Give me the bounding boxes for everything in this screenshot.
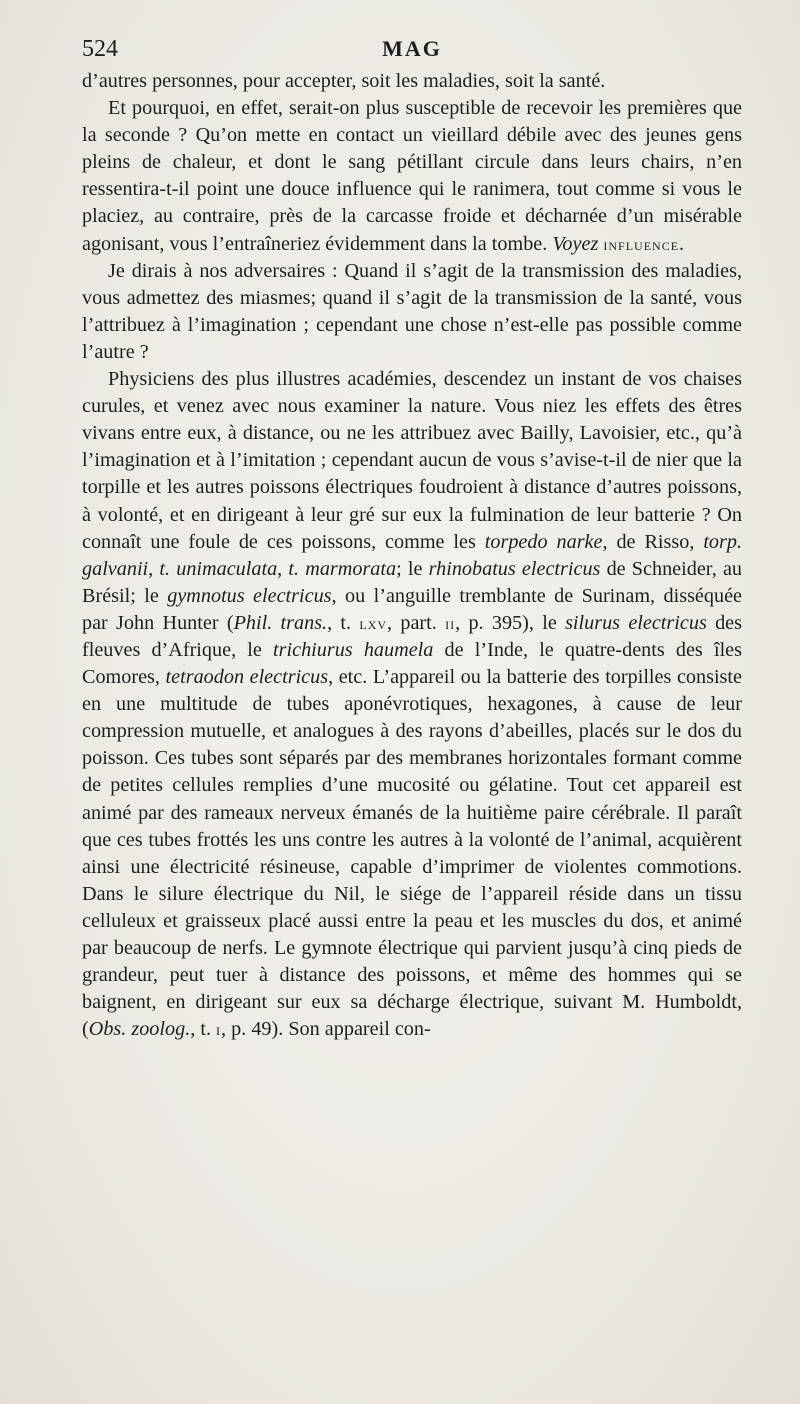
small-caps-text: ii bbox=[445, 613, 456, 633]
text-run: de Schneider, au Brésil; le bbox=[82, 557, 742, 607]
running-head: MAG bbox=[382, 36, 442, 61]
text-run: , bbox=[277, 557, 289, 580]
text-run: , ou l’anguille tremblante de Surinam, disséquée par John Hunter ( bbox=[82, 584, 742, 634]
paragraph bbox=[82, 95, 742, 258]
text-run: , t. bbox=[190, 1018, 217, 1041]
paragraph bbox=[82, 366, 742, 1043]
italic-text: tetraodon electricus bbox=[165, 666, 329, 689]
text-run: . bbox=[679, 232, 685, 255]
italic-text: rhinobatus electricus bbox=[428, 557, 601, 580]
text-run: , p. 395), le bbox=[455, 611, 566, 634]
text-run: Et pourquoi, en effet, serait-on plus susceptible de recevoir les premières que la seconde ? Qu’on mette en contact un vieillard débile avec des jeunes gens pleins de chaleur, et dont le sang pétillant circule dans leurs chairs, n’en ressentira-t-il point une douce influence qui le ranimera, tout comme si vous le placiez, au contraire, près de la carcasse froide et décharnée d’un misérable agonisant, vous l’entraîneriez évidemment dans la tombe. bbox=[82, 97, 742, 255]
page-header bbox=[82, 34, 742, 64]
italic-text: silurus electricus bbox=[565, 611, 707, 634]
paragraph bbox=[82, 68, 742, 95]
small-caps-text: influence bbox=[603, 234, 680, 254]
text-run: , de Risso, bbox=[602, 530, 704, 553]
text-run: , bbox=[148, 557, 160, 580]
text-run: des fleuves d’Afrique, le bbox=[82, 611, 742, 661]
page-number: 524 bbox=[82, 36, 118, 62]
body-text bbox=[82, 68, 742, 1043]
italic-text: trichiurus haumela bbox=[273, 638, 434, 661]
text-run: , etc. L’appareil ou la batterie des torpilles consiste en une multitude de tubes aponévrotiques, hexagones, à cause de leur compression mutuelle, et analogues à des rayons d’abeilles, placés sur le dos du poisson. Ces tubes sont séparés par des membranes horizontales formant comme de petites cellules remplies d’une mucosité ou gélatine. Tout cet appareil est animé par des rameaux nerveux émanés de la huitième paire cérébrale. Il paraît que ces tubes frottés les uns contre les autres à la volonté de l’animal, acquièrent ainsi une électricité résineuse, capable d’imprimer de violentes commotions. Dans le silure électrique du Nil, le siége de l’appareil réside dans un tissu celluleux et graisseux placé aussi entre la peau et les muscles du dos, et animé par beaucoup de nerfs. Le gymnote électrique qui parvient jusqu’à cinq pieds de grandeur, peut tuer à distance des poissons, et même des hommes qui se baignent, en dirigeant sur eux sa décharge électrique, suivant M. Humboldt, ( bbox=[82, 666, 742, 1041]
text-run: Physiciens des plus illustres académies, descendez un instant de vos chaises curules, et venez avec nous examiner la nature. Vous niez les effets des êtres vivans entre eux, à distance, ou ne les attribuez avec Bailly, Lavoisier, etc., qu’à l’imagination et à l’imitation ; cependant aucun de vous s’avise-t-il de nier que la torpille et les autres poissons électriques foudroient à distance d’autres poissons, à volonté, et en dirigeant à leur gré sur eux la fulmination de leur batterie ? On connaît une foule de ces poissons, comme les bbox=[82, 368, 742, 553]
text-run: , part. bbox=[387, 611, 446, 634]
text-run: , p. 49). Son appareil con- bbox=[221, 1018, 431, 1041]
italic-text: t. unimaculata bbox=[159, 557, 278, 580]
small-caps-text: lxv bbox=[359, 613, 388, 633]
italic-text: torp. galvanii bbox=[82, 530, 743, 580]
italic-text: gymnotus electricus bbox=[167, 584, 332, 607]
italic-text: t. marmorata bbox=[288, 557, 397, 580]
text-run: d’autres personnes, pour accepter, soit les maladies, soit la santé. bbox=[82, 70, 606, 92]
italic-text: torpedo narke bbox=[484, 530, 603, 553]
italic-text: Phil. trans. bbox=[233, 611, 328, 634]
text-run: , t. bbox=[327, 611, 360, 634]
text-run: ; le bbox=[396, 557, 429, 580]
text-run: de l’Inde, le quatre-dents des îles Comores, bbox=[82, 638, 742, 689]
small-caps-text: i bbox=[216, 1020, 222, 1040]
italic-text: Voyez bbox=[552, 232, 599, 255]
text-run: Je dirais à nos adversaires : Quand il s’agit de la transmission des maladies, vous admettez des miasmes; quand il s’agit de la transmission de la santé, vous l’attribuez à l’imagination ; cependant une chose n’est-elle pas possible comme l’autre ? bbox=[82, 259, 742, 363]
paragraph bbox=[82, 258, 742, 366]
italic-text: Obs. zoolog. bbox=[88, 1018, 191, 1041]
